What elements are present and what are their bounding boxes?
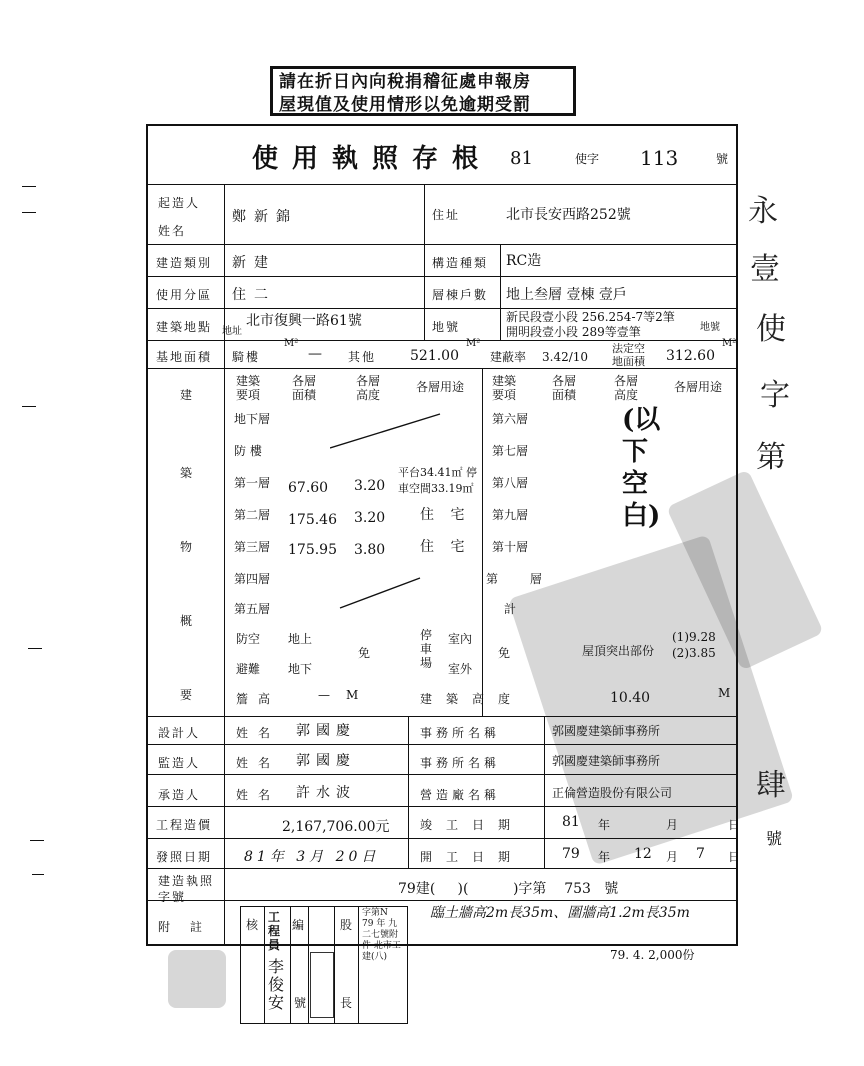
coverage-value: 3.42/10 [542, 350, 589, 364]
contractor-office-label: 營造廠名稱 [420, 788, 501, 802]
floor-area: 67.60 [288, 480, 329, 496]
empty-note: (以下空白) [622, 405, 661, 531]
row-line [146, 244, 738, 245]
legal-space-unit: M² [722, 338, 737, 349]
print-code: 79. 4. 2,000份 [610, 948, 695, 962]
approval-col [358, 906, 359, 1024]
summary-label-1: 建 [180, 388, 195, 402]
shelter-label-1: 防空 [236, 632, 261, 646]
floor-use: 住 宅 [420, 539, 471, 555]
supervisor-name: 郭國慶 [296, 753, 356, 769]
floor-name-right: 第八層 [492, 476, 529, 490]
designer-role: 設計人 [158, 726, 201, 740]
other-label: 其他 [348, 350, 377, 364]
row-line [146, 184, 738, 185]
parking-indoor: 室內 [448, 632, 473, 646]
approval-cell: 號 [294, 996, 307, 1010]
contractor-role: 承造人 [158, 788, 201, 802]
designer-name: 郭國慶 [296, 723, 356, 739]
structure-label: 構造種類 [432, 256, 489, 270]
supervisor-office-label: 事務所名稱 [420, 756, 501, 770]
margin-mark [32, 874, 44, 875]
lot-line2: 開明段壹小段 289等壹筆 [506, 325, 641, 339]
head-height-2: 高度 [356, 388, 381, 402]
zoning-value: 住二 [232, 287, 276, 303]
head-height-r2: 高度 [614, 388, 639, 402]
location-sub-label: 地址 [222, 326, 242, 337]
applicant-name: 鄭新錦 [232, 209, 298, 225]
applicant-address: 北市長安西路252號 [506, 207, 631, 223]
approval-cell: 編 [292, 918, 305, 932]
contractor-name: 許水波 [296, 785, 356, 801]
start-label: 開工日期 [420, 850, 525, 864]
permit-label-2: 字號 [158, 890, 187, 904]
margin-mark [22, 212, 36, 213]
issue-date-value: 81年 3月 20日 [244, 849, 380, 865]
stamp-mark [168, 950, 226, 1008]
category-label: 建造類別 [156, 256, 213, 270]
parking-label: 停車場 [420, 628, 433, 670]
floor-name: 地下層 [234, 412, 271, 426]
contractor-name-label: 姓名 [236, 788, 281, 802]
permit-number: 113 [640, 146, 679, 170]
strike-lines [330, 408, 450, 618]
floor-name: 防 樓 [234, 444, 262, 458]
parking-outdoor: 室外 [448, 662, 473, 676]
col-line [424, 184, 425, 340]
summary-label-4: 概 [180, 614, 195, 628]
start-y: 年 [598, 850, 611, 864]
head-area-1: 各層 [292, 374, 317, 388]
other-unit: M² [466, 338, 481, 349]
col-line [544, 716, 545, 868]
side-char: 號 [766, 829, 783, 848]
margin-mark [28, 648, 42, 649]
applicant-name-label: 姓名 [158, 224, 187, 238]
designer-office: 郭國慶建築師事務所 [552, 724, 661, 738]
lot-label: 地號 [432, 320, 461, 334]
row-line [146, 868, 738, 869]
floor-name: 第一層 [234, 476, 271, 490]
approval-cell: 長 [340, 996, 353, 1010]
height-label: 建築高度 [420, 692, 525, 706]
coverage-label: 建蔽率 [490, 350, 527, 364]
contractor-office: 正倫營造股份有限公司 [552, 786, 673, 800]
other-value: 521.00 [410, 348, 459, 364]
head-item-1: 建築 [236, 374, 261, 388]
margin-mark [30, 840, 44, 841]
side-char: 字 [760, 378, 790, 413]
designer-office-label: 事務所名稱 [420, 726, 501, 740]
floor-area: 175.95 [288, 542, 337, 558]
floor-area: 175.46 [288, 512, 337, 528]
arcade-label: 騎樓 [232, 350, 261, 364]
applicant-label: 起造人 [158, 196, 201, 210]
head-area-r2: 面積 [552, 388, 577, 402]
row-line [146, 368, 738, 369]
approval-col [308, 906, 309, 1024]
arcade-value: — [308, 346, 322, 362]
height-unit: M [718, 686, 731, 700]
floor-name-right: 第九層 [492, 508, 529, 522]
finish-label: 竣工日期 [420, 818, 525, 832]
approval-cell: 核 [246, 918, 259, 932]
permit-year: 81 [510, 148, 533, 169]
finish-y: 年 [598, 818, 611, 832]
permit-label-1: 建造執照 [158, 874, 215, 888]
side-char: 使 [756, 312, 786, 347]
summary-label-5: 要 [180, 688, 195, 702]
floor-name-right: 第十層 [492, 540, 529, 554]
roof-label: 屋頂突出部份 [582, 644, 655, 658]
strike-line [340, 578, 420, 608]
structure-value: RC造 [506, 253, 542, 269]
start-m: 月 [666, 850, 679, 864]
approval-cell: 工程員 [268, 910, 281, 952]
lot-tail: 地號 [700, 322, 720, 333]
legal-space-label2: 地面積 [612, 355, 645, 368]
shelter-label-2: 避難 [236, 662, 261, 676]
head-item-r1: 建築 [492, 374, 517, 388]
row-line [146, 340, 738, 341]
head-item-r2: 要項 [492, 388, 517, 402]
designer-name-label: 姓名 [236, 726, 281, 740]
side-char: 第 [756, 440, 786, 475]
start-d: 日 [728, 850, 741, 864]
col-line [500, 244, 501, 340]
summary-label-3: 物 [180, 540, 195, 554]
row-line [146, 900, 738, 901]
tax-notice-line2: 屋現值及使用情形以免逾期受罰 [279, 95, 531, 115]
row-line [146, 276, 738, 277]
site-area-label: 基地面積 [156, 350, 213, 364]
finish-year: 81 [562, 814, 580, 830]
approval-col [334, 906, 335, 1024]
eave-value: — [318, 688, 330, 702]
col-line [482, 368, 483, 716]
shelter-below: 地下 [288, 662, 313, 676]
head-use: 各層用途 [416, 380, 465, 394]
approval-col [290, 906, 291, 1024]
seal-mark [310, 952, 334, 1018]
start-month: 12 [634, 846, 652, 862]
floor-name: 第五層 [234, 602, 271, 616]
roof-value-2: (2)3.85 [672, 646, 716, 660]
total-label: 計 [504, 602, 517, 616]
floor-name: 第三層 [234, 540, 271, 554]
approval-cell: 股 [340, 918, 353, 932]
cost-value: 2,167,706.00元 [282, 819, 390, 835]
side-char: 壹 [750, 252, 780, 287]
margin-mark [22, 406, 36, 407]
roof-value-1: (1)9.28 [672, 630, 716, 644]
floor-name: 第四層 [234, 572, 271, 586]
category-value: 新建 [232, 255, 276, 271]
floor-height: 3.20 [354, 478, 386, 494]
parking-value: 免 [498, 646, 511, 660]
supervisor-role: 監造人 [158, 756, 201, 770]
floors-label: 層棟戶數 [432, 288, 489, 302]
zoning-label: 使用分區 [156, 288, 213, 302]
head-use-r: 各層用途 [674, 380, 723, 394]
arcade-unit: M² [284, 338, 299, 349]
floor-height: 3.80 [354, 542, 386, 558]
lot-line1: 新民段壹小段 256.254-7等2筆 [506, 310, 675, 324]
head-area-r1: 各層 [552, 374, 577, 388]
summary-label-2: 築 [180, 466, 195, 480]
shelter-value: 免 [358, 646, 371, 660]
floor-name-right: 第六層 [492, 412, 529, 426]
floor-name: 第二層 [234, 508, 271, 522]
supervisor-name-label: 姓名 [236, 756, 281, 770]
head-height-r1: 各層 [614, 374, 639, 388]
supervisor-office: 郭國慶建築師事務所 [552, 754, 661, 768]
shelter-above: 地上 [288, 632, 313, 646]
legal-space-label1: 法定空 [612, 342, 645, 355]
approval-col [264, 906, 265, 1024]
permit-value: 79建( )( )字第 753 號 [398, 881, 619, 897]
notes-text: 臨土牆高2m長35m、圍牆高1.2m長35m [430, 905, 690, 921]
finish-d: 日 [728, 818, 741, 832]
head-item-2: 要項 [236, 388, 261, 402]
start-day: 7 [696, 846, 705, 862]
start-year: 79 [562, 846, 580, 862]
eave-unit: M [346, 688, 359, 702]
permit-suffix: 號 [716, 152, 729, 166]
tax-notice-line1: 請在折日內向稅捐稽征處申報房 [279, 72, 531, 92]
floor-height: 3.20 [354, 510, 386, 526]
notes-label: 附註 [158, 920, 223, 934]
approval-signature: 李俊安 [268, 957, 285, 1012]
floor-use: 平台34.41㎡ 停車空間33.19㎡ [398, 466, 477, 495]
floor-name-right: 第七層 [492, 444, 529, 458]
floor-use: 住 宅 [420, 507, 471, 523]
form-title: 使用執照存根 [252, 144, 493, 174]
cost-label: 工程造價 [156, 818, 213, 832]
height-value: 10.40 [610, 690, 651, 706]
head-area-2: 面積 [292, 388, 317, 402]
floors-value: 地上叁層 壹棟 壹戶 [506, 287, 627, 303]
col-line [224, 184, 225, 946]
finish-m: 月 [666, 818, 679, 832]
head-height-1: 各層 [356, 374, 381, 388]
tax-notice-box [270, 66, 576, 116]
eave-label: 簷高 [236, 692, 281, 706]
margin-mark [22, 186, 36, 187]
strike-line [330, 414, 440, 448]
legal-space-value: 312.60 [666, 348, 715, 364]
side-char: 肆 [756, 768, 786, 803]
col-line [408, 716, 409, 868]
address-label: 住址 [432, 208, 461, 222]
approval-stamp-text: 字第N 79 年 九二七號附件 北市工建(八) [362, 908, 401, 962]
permit-prefix: 使字 [575, 152, 600, 166]
side-char: 永 [748, 194, 778, 229]
location-label: 建築地點 [156, 320, 213, 334]
floor-name-right: 第 層 [486, 572, 556, 586]
issue-date-label: 發照日期 [156, 850, 213, 864]
location-value: 北市復興一路61號 [246, 313, 362, 329]
